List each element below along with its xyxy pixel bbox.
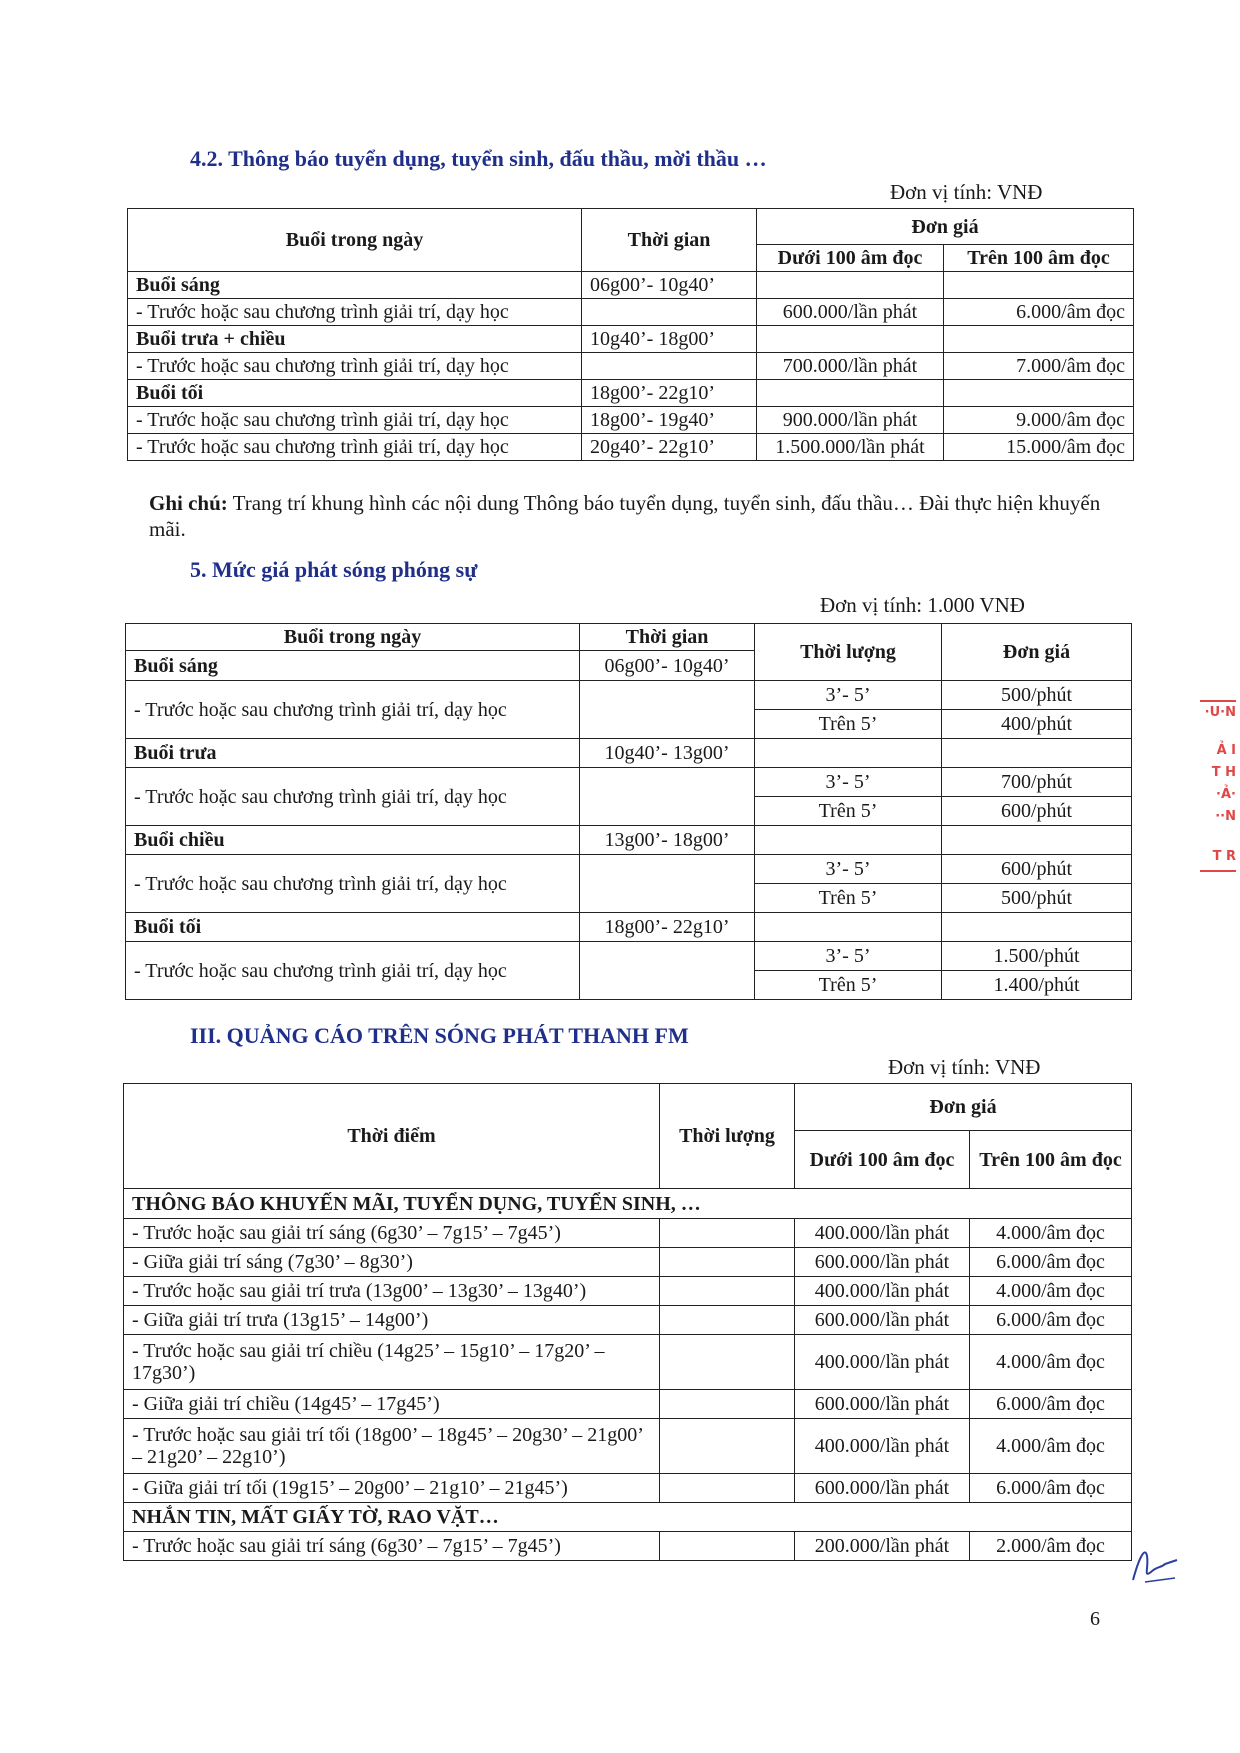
row-time	[582, 299, 757, 326]
row-label: - Trước hoặc sau chương trình giải trí, dạy học	[128, 434, 582, 461]
table-row	[126, 768, 1132, 797]
group-item-time	[580, 768, 755, 826]
row-price-under: 600.000/lần phát	[795, 1248, 970, 1277]
row-price-under: 600.000/lần phát	[795, 1306, 970, 1335]
row-price-over: 2.000/âm đọc	[970, 1532, 1132, 1561]
duration: Trên 5’	[755, 971, 942, 1000]
table-row	[124, 1277, 1132, 1306]
table-row	[128, 407, 1134, 434]
row-price-over: 6.000/âm đọc	[970, 1474, 1132, 1503]
group-item: - Trước hoặc sau chương trình giải trí, dạy học	[126, 942, 580, 1000]
row-price-under: 400.000/lần phát	[795, 1419, 970, 1474]
group-item: - Trước hoặc sau chương trình giải trí, dạy học	[126, 768, 580, 826]
price: 400/phút	[942, 710, 1132, 739]
table-row	[124, 1532, 1132, 1561]
duration: 3’- 5’	[755, 681, 942, 710]
duration: 3’- 5’	[755, 855, 942, 884]
group-label: Buổi chiều	[126, 826, 580, 855]
group-label: Buổi trưa	[126, 739, 580, 768]
row-price-under: 200.000/lần phát	[795, 1532, 970, 1561]
row-price-over: 15.000/âm đọc	[944, 434, 1134, 461]
section-5-heading: 5. Mức giá phát sóng phóng sự	[190, 557, 478, 582]
stamp-fragment: ·U·N Ả I T H ·Ả· ··N T R	[1200, 700, 1236, 872]
col-header-thoi-luong: Thời lượng	[660, 1084, 795, 1189]
row-duration	[660, 1277, 795, 1306]
row-price-under: 600.000/lần phát	[757, 299, 944, 326]
group-item-time	[580, 681, 755, 739]
table-row	[124, 1390, 1132, 1419]
row-time: 18g00’- 22g10’	[582, 380, 757, 407]
row-duration	[660, 1419, 795, 1474]
row-label: - Trước hoặc sau chương trình giải trí, dạy học	[128, 353, 582, 380]
row-duration	[660, 1474, 795, 1503]
row-price-over: 4.000/âm đọc	[970, 1219, 1132, 1248]
table-row	[126, 826, 1132, 855]
row-duration	[660, 1335, 795, 1390]
note-4-2	[149, 490, 1109, 542]
duration: 3’- 5’	[755, 942, 942, 971]
row-price-under: 1.500.000/lần phát	[757, 434, 944, 461]
group-label: Buổi sáng	[126, 651, 580, 681]
row-price-under: 900.000/lần phát	[757, 407, 944, 434]
price: 1.400/phút	[942, 971, 1132, 1000]
price: 1.500/phút	[942, 942, 1132, 971]
row-price-over	[944, 326, 1134, 353]
row-label: Buổi tối	[128, 380, 582, 407]
row-price-under	[757, 326, 944, 353]
row-price-over: 4.000/âm đọc	[970, 1335, 1132, 1390]
row-duration	[660, 1532, 795, 1561]
col-header-thoi-gian: Thời gian	[580, 624, 755, 651]
row-price-under: 400.000/lần phát	[795, 1277, 970, 1306]
group-time: 10g40’- 13g00’	[580, 739, 755, 768]
row-price-over: 6.000/âm đọc	[944, 299, 1134, 326]
row-price-under: 400.000/lần phát	[795, 1219, 970, 1248]
duration: Trên 5’	[755, 797, 942, 826]
group-item-time	[580, 942, 755, 1000]
row-price-over	[944, 272, 1134, 299]
table-5	[125, 623, 1132, 1000]
col-header-buoi: Buổi trong ngày	[128, 209, 582, 272]
row-label: - Trước hoặc sau giải trí chiều (14g25’ – 15g10’ – 17g20’ – 17g30’)	[124, 1335, 660, 1390]
col-header-thoi-gian: Thời gian	[582, 209, 757, 272]
row-duration	[660, 1306, 795, 1335]
table-row	[126, 681, 1132, 710]
col-header-don-gia: Đơn giá	[795, 1084, 1132, 1131]
row-label: - Giữa giải trí sáng (7g30’ – 8g30’)	[124, 1248, 660, 1277]
row-duration	[660, 1219, 795, 1248]
duration: Trên 5’	[755, 884, 942, 913]
row-label: - Trước hoặc sau chương trình giải trí, dạy học	[128, 407, 582, 434]
col-header-don-gia: Đơn giá	[942, 624, 1132, 681]
table-row	[126, 913, 1132, 942]
row-price-over: 4.000/âm đọc	[970, 1277, 1132, 1306]
table-row	[124, 1474, 1132, 1503]
row-price-over: 9.000/âm đọc	[944, 407, 1134, 434]
section-3-unit: Đơn vị tính: VNĐ	[888, 1055, 1041, 1079]
price: 700/phút	[942, 768, 1132, 797]
signature-mark	[1125, 1538, 1185, 1588]
col-header-buoi: Buổi trong ngày	[126, 624, 580, 651]
col-header-duoi-100: Dưới 100 âm đọc	[795, 1131, 970, 1189]
note-text: Trang trí khung hình các nội dung Thông báo tuyển dụng, tuyển sinh, đấu thầu… Đài thực hiện khuyến mãi.	[149, 491, 1101, 541]
row-time: 20g40’- 22g10’	[582, 434, 757, 461]
section-5-unit: Đơn vị tính: 1.000 VNĐ	[820, 593, 1025, 617]
row-label: Buổi sáng	[128, 272, 582, 299]
row-label: - Trước hoặc sau giải trí trưa (13g00’ – 13g30’ – 13g40’)	[124, 1277, 660, 1306]
group-item: - Trước hoặc sau chương trình giải trí, dạy học	[126, 855, 580, 913]
table-row	[124, 1335, 1132, 1390]
table-row	[126, 942, 1132, 971]
table-row	[124, 1419, 1132, 1474]
row-time: 06g00’- 10g40’	[582, 272, 757, 299]
row-label: - Giữa giải trí chiều (14g45’ – 17g45’)	[124, 1390, 660, 1419]
row-price-under: 600.000/lần phát	[795, 1390, 970, 1419]
group-label: Buổi tối	[126, 913, 580, 942]
group-time: 18g00’- 22g10’	[580, 913, 755, 942]
col-header-tren-100: Trên 100 âm đọc	[944, 245, 1134, 272]
table-row	[128, 326, 1134, 353]
row-duration	[660, 1390, 795, 1419]
table-row	[124, 1306, 1132, 1335]
group-time: 13g00’- 18g00’	[580, 826, 755, 855]
table-row	[128, 299, 1134, 326]
empty-cell	[942, 739, 1132, 768]
row-price-under	[757, 272, 944, 299]
row-time: 18g00’- 19g40’	[582, 407, 757, 434]
col-header-thoi-diem: Thời điểm	[124, 1084, 660, 1189]
table-row	[126, 739, 1132, 768]
price: 500/phút	[942, 884, 1132, 913]
page-number: 6	[1090, 1608, 1100, 1630]
duration: 3’- 5’	[755, 768, 942, 797]
group-time: 06g00’- 10g40’	[580, 651, 755, 681]
empty-cell	[755, 913, 942, 942]
col-header-don-gia: Đơn giá	[757, 209, 1134, 245]
row-price-under: 700.000/lần phát	[757, 353, 944, 380]
row-label: - Trước hoặc sau giải trí sáng (6g30’ – 7g15’ – 7g45’)	[124, 1532, 660, 1561]
note-label: Ghi chú:	[149, 491, 228, 515]
table-row	[128, 272, 1134, 299]
group-item: - Trước hoặc sau chương trình giải trí, dạy học	[126, 681, 580, 739]
group-title: THÔNG BÁO KHUYẾN MÃI, TUYỂN DỤNG, TUYỂN SINH, …	[124, 1189, 1132, 1219]
section-3-heading: III. QUẢNG CÁO TRÊN SÓNG PHÁT THANH FM	[190, 1023, 689, 1048]
table-row	[128, 353, 1134, 380]
price: 500/phút	[942, 681, 1132, 710]
row-price-over: 6.000/âm đọc	[970, 1390, 1132, 1419]
table-row	[124, 1248, 1132, 1277]
table-row	[126, 855, 1132, 884]
group-item-time	[580, 855, 755, 913]
col-header-thoi-luong: Thời lượng	[755, 624, 942, 681]
row-label: Buổi trưa + chiều	[128, 326, 582, 353]
row-time	[582, 353, 757, 380]
price: 600/phút	[942, 855, 1132, 884]
group-title: NHẮN TIN, MẤT GIẤY TỜ, RAO VẶT…	[124, 1503, 1132, 1532]
table-4-2	[127, 208, 1134, 461]
empty-cell	[755, 739, 942, 768]
table-row	[128, 434, 1134, 461]
col-header-duoi-100: Dưới 100 âm đọc	[757, 245, 944, 272]
row-price-under: 600.000/lần phát	[795, 1474, 970, 1503]
section-4-2-unit: Đơn vị tính: VNĐ	[890, 180, 1043, 204]
row-duration	[660, 1248, 795, 1277]
section-4-2-heading: 4.2. Thông báo tuyển dụng, tuyển sinh, đấu thầu, mời thầu …	[190, 146, 767, 171]
row-price-over	[944, 380, 1134, 407]
row-label: - Trước hoặc sau giải trí sáng (6g30’ – 7g15’ – 7g45’)	[124, 1219, 660, 1248]
row-label: - Trước hoặc sau giải trí tối (18g00’ – 18g45’ – 20g30’ – 21g00’ – 21g20’ – 22g10’)	[124, 1419, 660, 1474]
row-price-over: 4.000/âm đọc	[970, 1419, 1132, 1474]
table-row	[128, 380, 1134, 407]
empty-cell	[755, 826, 942, 855]
table-3	[123, 1083, 1132, 1561]
row-price-under: 400.000/lần phát	[795, 1335, 970, 1390]
price: 600/phút	[942, 797, 1132, 826]
row-price-over: 6.000/âm đọc	[970, 1248, 1132, 1277]
row-price-over: 7.000/âm đọc	[944, 353, 1134, 380]
row-price-under	[757, 380, 944, 407]
row-label: - Trước hoặc sau chương trình giải trí, dạy học	[128, 299, 582, 326]
row-price-over: 6.000/âm đọc	[970, 1306, 1132, 1335]
empty-cell	[942, 913, 1132, 942]
duration: Trên 5’	[755, 710, 942, 739]
row-time: 10g40’- 18g00’	[582, 326, 757, 353]
table-row	[124, 1219, 1132, 1248]
empty-cell	[942, 826, 1132, 855]
col-header-tren-100: Trên 100 âm đọc	[970, 1131, 1132, 1189]
row-label: - Giữa giải trí tối (19g15’ – 20g00’ – 21g10’ – 21g45’)	[124, 1474, 660, 1503]
row-label: - Giữa giải trí trưa (13g15’ – 14g00’)	[124, 1306, 660, 1335]
